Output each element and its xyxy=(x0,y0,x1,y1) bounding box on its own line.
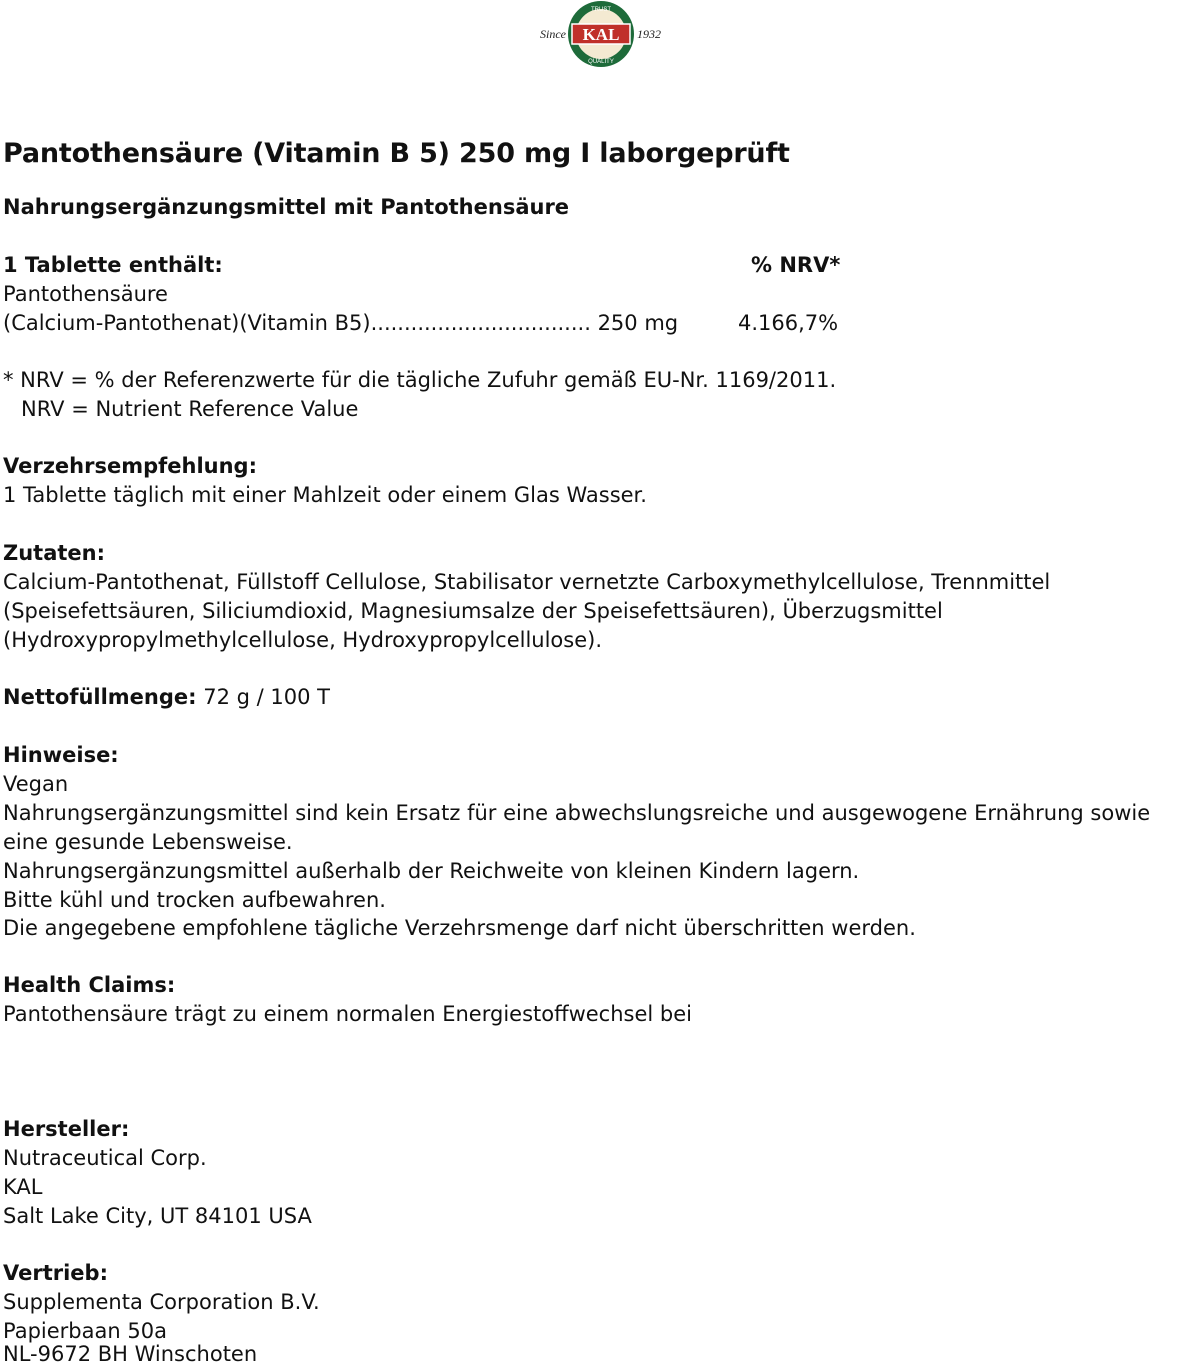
ingredients-line-2: (Speisefettsäuren, Siliciumdioxid, Magnesiumsalze der Speisefettsäuren), Überzugsmittel xyxy=(3,599,943,623)
distribution-line: Papierbaan 50a xyxy=(3,1319,167,1343)
dosage-text: 1 Tablette täglich mit einer Mahlzeit oder einem Glas Wasser. xyxy=(3,483,647,507)
notes-line: Nahrungsergänzungsmittel außerhalb der Reichweite von kleinen Kindern lagern. xyxy=(3,859,860,883)
claims-text: Pantothensäure trägt zu einem normalen Energiestoffwechsel bei xyxy=(3,1002,692,1026)
nutrition-header-right: % NRV* xyxy=(751,253,841,277)
manufacturer-heading: Hersteller: xyxy=(3,1117,130,1141)
notes-heading: Hinweise: xyxy=(3,743,119,767)
footnote-line-2: NRV = Nutrient Reference Value xyxy=(21,397,359,421)
ingredients-heading: Zutaten: xyxy=(3,541,106,565)
manufacturer-line: Nutraceutical Corp. xyxy=(3,1146,207,1170)
net-quantity xyxy=(3,683,330,712)
ingredients-line-3: (Hydroxypropylmethylcellulose, Hydroxypropylcellulose). xyxy=(3,628,603,652)
net-quantity-value: 72 g / 100 T xyxy=(196,685,330,709)
notes-line: Vegan xyxy=(3,772,69,796)
logo-brand: KAL xyxy=(582,25,620,44)
claims-heading: Health Claims: xyxy=(3,973,176,997)
net-quantity-label: Nettofüllmenge: xyxy=(3,685,197,709)
logo-year: 1932 xyxy=(637,27,661,41)
manufacturer-line: KAL xyxy=(3,1175,43,1199)
kal-logo xyxy=(530,0,670,70)
manufacturer-line: Salt Lake City, UT 84101 USA xyxy=(3,1204,312,1228)
notes-line: Die angegebene empfohlene tägliche Verzehrsmenge darf nicht überschritten werden. xyxy=(3,916,916,940)
notes-line: Bitte kühl und trocken aufbewahren. xyxy=(3,888,386,912)
notes-line: eine gesunde Lebensweise. xyxy=(3,830,293,854)
logo-ring-top: TRUST xyxy=(591,7,611,13)
ingredient-detail: (Calcium-Pantothenat)(Vitamin B5)................................. 250 mg xyxy=(3,311,679,335)
dosage-heading: Verzehrsempfehlung: xyxy=(3,454,257,478)
nutrition-header-left: 1 Tablette enthält: xyxy=(3,253,223,277)
ingredient-name: Pantothensäure xyxy=(3,282,168,306)
distribution-line: NL-9672 BH Winschoten xyxy=(3,1342,258,1366)
ingredients-line-1: Calcium-Pantothenat, Füllstoff Cellulose, Stabilisator vernetzte Carboxymethylcellulose, Trennmittel xyxy=(3,570,1051,594)
distribution-heading: Vertrieb: xyxy=(3,1261,108,1285)
footnote-line-1: * NRV = % der Referenzwerte für die tägliche Zufuhr gemäß EU-Nr. 1169/2011. xyxy=(3,368,837,392)
subtitle: Nahrungsergänzungsmittel mit Pantothensäure xyxy=(3,195,570,219)
logo-since: Since xyxy=(540,27,566,41)
nrv-value: 4.166,7% xyxy=(738,311,839,335)
page-title: Pantothensäure (Vitamin B 5) 250 mg I laborgeprüft xyxy=(3,138,790,169)
logo-ring-bottom: QUALITY xyxy=(588,59,614,65)
notes-line: Nahrungsergänzungsmittel sind kein Ersatz für eine abwechslungsreiche und ausgewogene Ernährung sowie xyxy=(3,801,1151,825)
distribution-line: Supplementa Corporation B.V. xyxy=(3,1290,320,1314)
